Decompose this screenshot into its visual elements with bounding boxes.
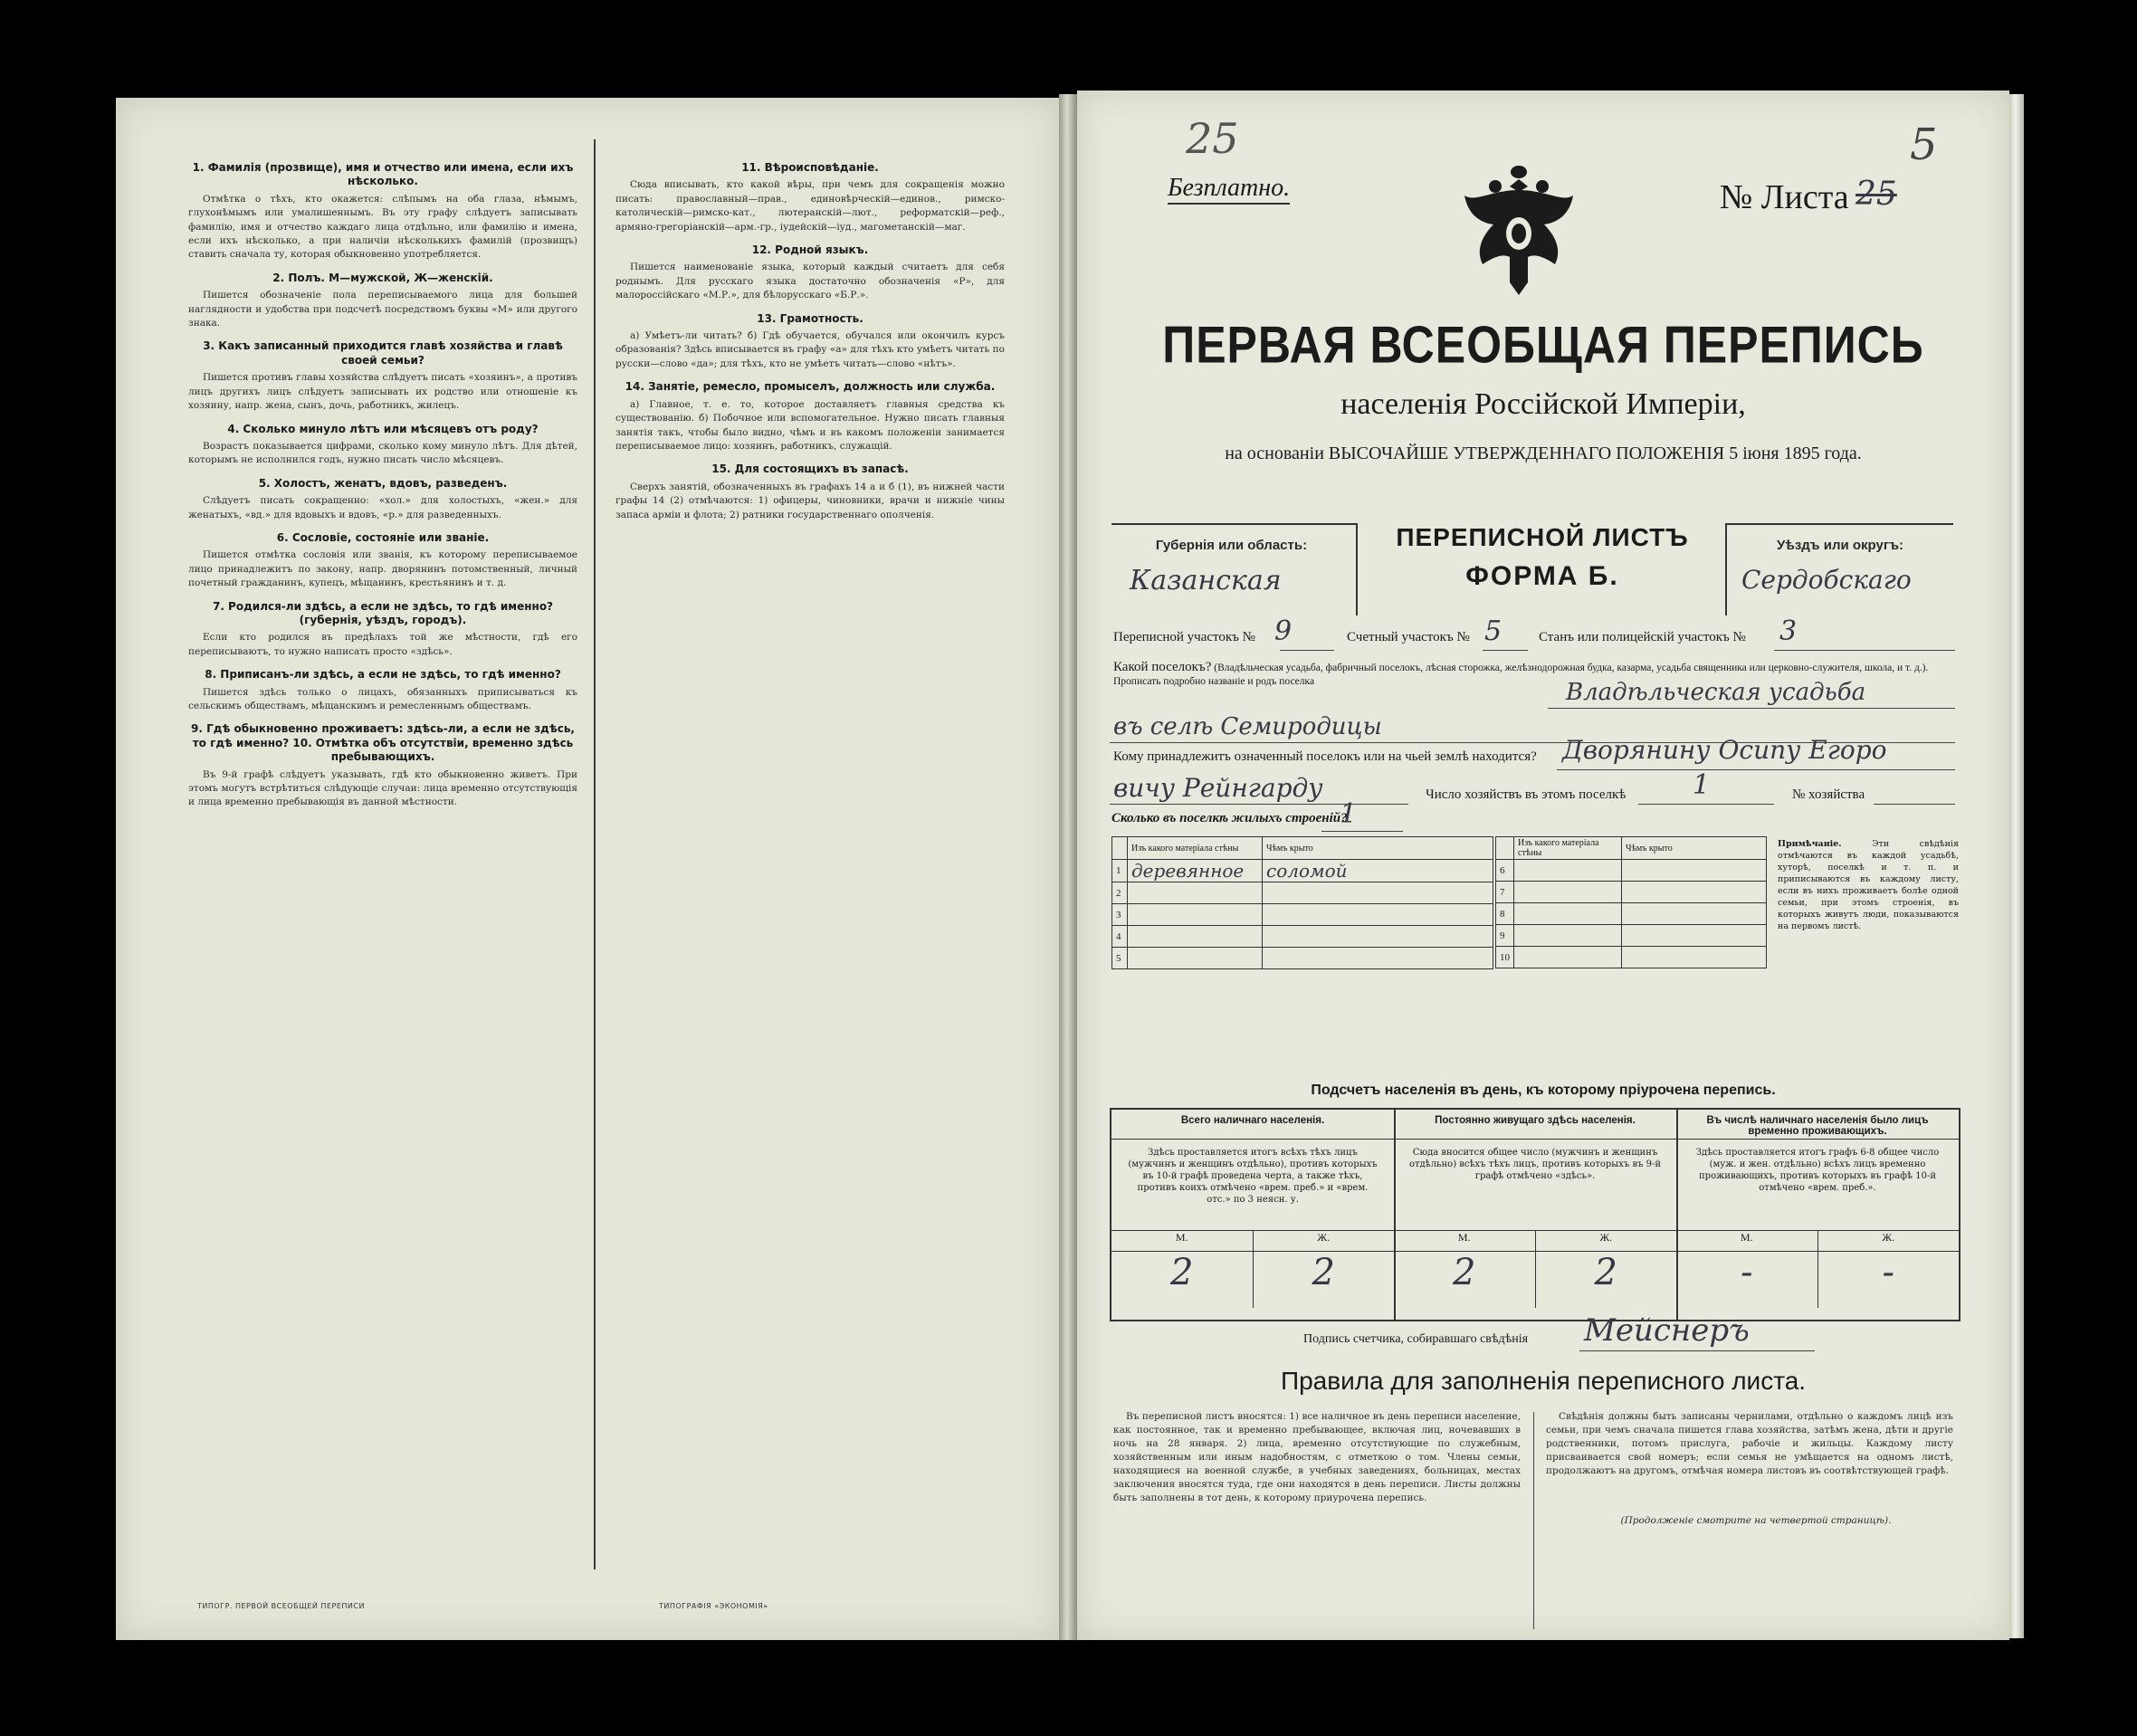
- building-row: [1112, 926, 1493, 948]
- building-cell-roof: [1263, 948, 1493, 969]
- instruction-text: Пишется здѣсь только о лицахъ, обязанныхъ приписываться къ сельскимъ обществамъ, мѣщанскимъ и ремесленнымъ обществамъ.: [188, 686, 577, 711]
- rules-title: Правила для заполненія переписного листа.: [1280, 1367, 1807, 1395]
- owner-value-line2: вичу Рейнгарду: [1113, 773, 1323, 803]
- instruction-text: а) Главное, т. е. то, которое доставляетъ главныя средства къ существованію. б) Побочное или вспомогательное. Нужно писать главныя занятія такъ, чтобы было видно, чѣмъ и въ какомъ положеніи занимается переписываемое лицо: хозяинъ, работникъ, служащій.: [615, 398, 1005, 452]
- building-row: [1496, 947, 1767, 968]
- building-cell-n: 8: [1496, 903, 1514, 925]
- building-cell-roof: соломой: [1263, 860, 1493, 882]
- male-header: М.: [1111, 1231, 1254, 1251]
- instruction-text: Пишется противъ главы хозяйства слѣдуетъ писать «хозяинъ», а противъ лицъ другихъ лицъ слѣдуетъ записывать их родство или отношеніе къ хозяину, напр. жена, сынъ, дочь, работникъ, жилецъ.: [188, 372, 577, 412]
- uezd-label: Уѣздъ или округъ:: [1776, 538, 1904, 553]
- gubernia-label: Губернія или область:: [1155, 538, 1308, 553]
- census-district-label: Переписной участокъ №: [1113, 630, 1255, 644]
- census-form-page: [1077, 91, 2009, 1640]
- census-district-value: 9: [1274, 615, 1293, 647]
- instruction-text: Если кто родился въ предѣлахъ той же мѣстности, гдѣ его переписываютъ, то нужно написать просто «здѣсь».: [188, 632, 577, 657]
- instruction-heading: 3. Какъ записанный приходится главѣ хозяйства и главѣ своей семьи?: [203, 339, 563, 367]
- owner-label: Кому принадлежитъ означенный поселокъ или на чьей землѣ находится?: [1113, 749, 1537, 764]
- buildings-table-right: Изъ какого матеріала стѣны Чѣмъ крыто 6 7 8 9 10: [1495, 836, 1767, 968]
- gubernia-value: Казанская: [1130, 565, 1282, 596]
- male-header: М.: [1676, 1231, 1818, 1251]
- instruction-heading: 1. Фамилія (прозвище), имя и отчество или имена, если ихъ нѣсколько.: [192, 161, 574, 188]
- male-count: 2: [1111, 1252, 1254, 1308]
- left-page: [116, 98, 1059, 1640]
- rules-column-right: Свѣдѣнія должны быть записаны чернилами, отдѣльно о каждомъ лицѣ изъ семьи, при чемъ сначала пишется глава хозяйства, затѣмъ жена, дѣти и другіе родственники, потомъ прислуга, рабочіе и жильцы. Каждому листу присваивается свой номеръ; если семья не умѣщается на одномъ листѣ, продолжаютъ на другомъ, отмѣчая номера листовъ въ соотвѣтствующей графѣ. (Продолженіе смотрите на четвертой страницѣ).: [1546, 1411, 1953, 1526]
- building-cell-n: 10: [1496, 947, 1514, 968]
- note-label: Примѣчаніе.: [1778, 839, 1842, 849]
- instruction-text: Сверхъ занятій, обозначенныхъ въ графахъ 14 а и б (1), въ нижней части графы 14 (2) отмѣчаются: 1) офицеры, чиновники, врачи и нижніе чины запаса арміи и флота; 2) ратники государственнаго ополченія.: [615, 481, 1005, 520]
- instruction-heading: 9. Гдѣ обыкновенно проживаетъ: здѣсь-ли, а если не здѣсь, то гдѣ именно? 10. Отмѣтка объ отсутствіи, временно здѣсь пребывающихъ.: [191, 722, 575, 764]
- instruction-heading: 15. Для состоящихъ въ запасѣ.: [711, 463, 909, 476]
- owner-value-line1: Дворянину Осипу Егоро: [1562, 735, 1887, 765]
- female-count: -: [1882, 1252, 1894, 1293]
- buildings-table-left: Изъ какого матеріала стѣны Чѣмъ крыто 1 деревянное соломой 2 3 4 5: [1111, 836, 1493, 969]
- count-column-text: Сюда вносится общее число (мужчинъ и женщинъ отдѣльно) всѣхъ тѣхъ лицъ, противъ которыхъ въ 9-й графѣ отмѣчено «здѣсь».: [1394, 1140, 1676, 1231]
- census-title: ПЕРВАЯ ВСЕОБЩАЯ ПЕРЕПИСЬ: [1162, 315, 1924, 375]
- counting-district-value: 5: [1484, 615, 1503, 647]
- instruction-heading: 7. Родился-ли здѣсь, а если не здѣсь, то гдѣ именно? (губернія, уѣздъ, городъ).: [212, 599, 554, 626]
- printer-imprint-right: ТИПОГРАФІЯ «ЭКОНОМІЯ»: [659, 1602, 768, 1610]
- stan-value: 3: [1779, 615, 1798, 647]
- note-text: Эти свѣдѣнія отмѣчаются въ каждой усадьбѣ, хуторѣ, поселкѣ и т. п. и приписываются въ каждому листу, если въ нихъ проживаетъ болѣе одной семьи, при этомъ строенія, въ которыхъ живутъ люди, показываются на первомъ листѣ.: [1778, 839, 1959, 931]
- female-count: 2: [1594, 1252, 1617, 1293]
- instruction-heading: 12. Родной языкъ.: [751, 243, 869, 257]
- population-count-table: [1110, 1108, 1961, 1321]
- building-cell-n: 6: [1496, 860, 1514, 882]
- instruction-text: Слѣдуетъ писать сокращенно: «хол.» для холостыхъ, «жен.» для женатыхъ, «вд.» для вдовыхъ и вдовъ, «р.» для разведенныхъ.: [188, 495, 577, 520]
- count-column-head: Постоянно живущаго здѣсь населенія.: [1394, 1110, 1676, 1140]
- building-cell-n: 7: [1496, 882, 1514, 903]
- households-label: Число хозяйствъ въ этомъ поселкѣ: [1426, 787, 1627, 802]
- building-cell-n: 3: [1112, 904, 1128, 926]
- building-cell-n: 2: [1112, 882, 1128, 904]
- households-value: 1: [1693, 769, 1711, 801]
- count-column: [1676, 1110, 1959, 1320]
- instruction-heading: 2. Полъ. М—мужской, Ж—женскій.: [272, 271, 493, 284]
- building-cell-n: 5: [1112, 948, 1128, 969]
- column-divider: [594, 139, 596, 1569]
- female-count: 2: [1312, 1252, 1335, 1293]
- enumerator-signature: Мейснеръ: [1584, 1312, 1750, 1349]
- count-column-head: Въ числѣ наличнаго населенія было лицъ временно проживающихъ.: [1676, 1110, 1959, 1140]
- building-cell-walls: [1128, 882, 1263, 904]
- settlement-value-line1: Владѣльческая усадьба: [1566, 679, 1866, 706]
- uezd-value: Сердобскаго: [1741, 565, 1912, 595]
- building-row: [1496, 882, 1767, 903]
- rules-continuation: (Продолженіе смотрите на четвертой страницѣ).: [1620, 1515, 1892, 1526]
- female-header: Ж.: [1882, 1231, 1895, 1244]
- census-subtitle: населенія Россійской Имперіи,: [1340, 387, 1746, 421]
- instruction-heading: 14. Занятіе, ремесло, промыселъ, должность или служба.: [625, 380, 996, 394]
- male-header: М.: [1394, 1231, 1536, 1251]
- female-header: Ж.: [1317, 1231, 1331, 1244]
- stan-label: Станъ или полицейскій участокъ №: [1539, 630, 1746, 644]
- building-row: [1496, 860, 1767, 882]
- building-cell-n: 9: [1496, 925, 1514, 947]
- form-title: ПЕРЕПИСНОЙ ЛИСТЪ: [1396, 523, 1689, 551]
- household-number-label: № хозяйства: [1792, 787, 1865, 802]
- male-count: -: [1676, 1252, 1818, 1308]
- settlement-value-line2: въ селѣ Семиродицы: [1113, 713, 1382, 740]
- buildings-note: [1778, 838, 1959, 932]
- instruction-text: Пишется обозначеніе пола переписываемого лица для большей наглядности и удобства при подсчетѣ посредствомъ буквы «М» или другого знака.: [188, 290, 577, 329]
- printer-imprint-left: ТИПОГР. ПЕРВОЙ ВСЕОБЩЕЙ ПЕРЕПИСИ: [197, 1602, 365, 1610]
- building-cell-walls: деревянное: [1128, 860, 1263, 882]
- building-cell-walls: [1128, 926, 1263, 948]
- handwritten-page-number: 25: [1186, 114, 1239, 163]
- population-count-title: Подсчетъ населенія въ день, къ которому пріурочена перепись.: [1311, 1083, 1776, 1098]
- building-row: [1496, 903, 1767, 925]
- building-cell-walls: [1128, 904, 1263, 926]
- instruction-text: а) Умѣетъ-ли читать? б) Гдѣ обучается, обучался или окончилъ курсъ образованія? Здѣсь вписывается въ графу «а» для тѣхъ кто умѣетъ читать по русски—слово «да»; для тѣхъ, кто не умѣетъ читать—слово «нѣтъ».: [615, 330, 1005, 369]
- building-cell-roof: [1263, 926, 1493, 948]
- instruction-text: Отмѣтка о тѣхъ, кто окажется: слѣпымъ на оба глаза, нѣмымъ, глухонѣмымъ или умалишеннымъ. Въ эту графу слѣдуетъ записывать фамилію, имя и отчество каждаго лица отдѣльно, или фамилію и имена, если ихъ нѣсколько, а при наличіи нѣсколькихъ фамилій (прозвищъ) ставить сначала ту, которая обыкновенно употребляется.: [188, 193, 577, 261]
- gubernia-box: [1111, 523, 1358, 615]
- imperial-eagle-icon: [1455, 163, 1582, 299]
- instruction-heading: 5. Холостъ, женатъ, вдовъ, разведенъ.: [258, 476, 508, 490]
- building-row: [1112, 904, 1493, 926]
- counting-district-label: Счетный участокъ №: [1347, 630, 1470, 644]
- building-cell-n: 1: [1112, 860, 1128, 882]
- instruction-heading: 11. Вѣроисповѣданіе.: [741, 161, 879, 174]
- building-cell-roof: [1263, 882, 1493, 904]
- sheet-number-value: 25: [1856, 176, 1897, 213]
- count-column-text: Здѣсь проставляется итогъ всѣхъ тѣхъ лицъ (мужчинъ и женщинъ отдѣльно), противъ которыхъ въ 10-й графѣ проведена черта, а также тѣхъ, противъ коихъ отмѣчено «врем. преб.» и «врем. отс.» по 3 неясн. у.: [1111, 1140, 1394, 1231]
- instruction-text: Пишется наименованіе языка, который каждый считаетъ для себя роднымъ. Для русскаго языка достаточно обозначенія «Р», для малороссійскаго «М.Р.», для бѣлорусскаго «Б.Р.».: [615, 262, 1005, 301]
- instruction-text: Возрастъ показывается цифрами, сколько кому минуло лѣтъ. Для дѣтей, которымъ не исполнился годъ, нужно писать число мѣсяцевъ.: [188, 440, 577, 466]
- uezd-box: [1725, 523, 1953, 615]
- male-count: 2: [1394, 1252, 1536, 1308]
- page-stack-edge: [2009, 94, 2024, 1638]
- instruction-text: Въ 9-й графѣ слѣдуетъ указывать, гдѣ кто обыкновенно живетъ. При этомъ могутъ встрѣтиться слѣдующіе случаи: лица временно отсутствующія и лица временно пребывающія въ данной мѣстности.: [188, 768, 577, 808]
- female-header: Ж.: [1599, 1231, 1613, 1244]
- instructions-column-left: [188, 152, 577, 813]
- sheet-number-label: № Листа: [1720, 178, 1849, 216]
- settlement-label: Какой поселокъ?: [1113, 660, 1212, 674]
- count-column: [1394, 1110, 1678, 1320]
- census-legal-basis: на основаніи ВЫСОЧАЙШЕ УТВЕРЖДЕННАГО ПОЛОЖЕНІЯ 5 іюня 1895 года.: [1225, 444, 1862, 463]
- count-column: [1111, 1110, 1396, 1320]
- instruction-heading: 13. Грамотность.: [757, 311, 863, 325]
- building-row: [1112, 860, 1493, 882]
- building-row: [1496, 925, 1767, 947]
- form-subtitle: ФОРМА Б.: [1465, 561, 1619, 591]
- instruction-text: Пишется отмѣтка сословія или званія, къ которому переписываемое лицо принадлежитъ по закону, напр. дворянинъ потомственный, личный почетный гражданинъ, купецъ, мѣщанинъ, крестьянинъ и т. д.: [188, 549, 577, 589]
- instruction-heading: 4. Сколько минуло лѣтъ или мѣсяцевъ отъ роду?: [227, 422, 539, 435]
- dwellings-label: Сколько въ поселкѣ жилыхъ строеній?: [1111, 811, 1348, 825]
- instruction-heading: 6. Сословіе, состояніе или званіе.: [276, 530, 490, 544]
- instruction-heading: 8. Приписанъ-ли здѣсь, а если не здѣсь, то гдѣ именно?: [205, 668, 561, 682]
- building-cell-roof: [1263, 904, 1493, 926]
- rules-column-left: Въ переписной листъ вносятся: 1) все наличное въ день переписи население, как постоянное, так и временно пребывающее, включая лиц, ночевавших в ночь на 28 января. 2) лица, временно отсутствующие по служебным, хозяйственным или иным надобностям, с отметкою о том. Члены семьи, находящиеся на военной службе, в учебных заведениях, больницах, местах заключения вносятся туда, где они находятся в день переписи. Листы должны быть заполнены в тот день, к которому приурочена перепись.: [1113, 1411, 1521, 1503]
- building-row: [1112, 948, 1493, 969]
- dwellings-value: 1: [1340, 798, 1358, 830]
- book-spine: [1059, 94, 1077, 1640]
- count-column-text: Здѣсь проставляется итогъ графъ 6-8 общее число (муж. и жен. отдѣльно) всѣхъ лицъ временно проживающихъ, противъ которыхъ въ графѣ 10-й отмѣчено «врем. преб.».: [1676, 1140, 1959, 1231]
- building-row: [1112, 882, 1493, 904]
- instructions-column-right: [615, 152, 1005, 525]
- signature-label: Подпись счетчика, собиравшаго свѣдѣнія: [1303, 1332, 1529, 1346]
- free-of-charge-label: Безплатно.: [1168, 174, 1290, 205]
- settlement-note: (Владѣльческая усадьба, фабричный поселокъ, лѣсная сторожка, желѣзнодорожная будка, казарма, усадьба священника или церковно-служителя, школа, и т. д.). Прописать подробно названіе и родъ поселка: [1113, 663, 1929, 687]
- handwritten-corner-number: 5: [1910, 119, 1938, 170]
- instruction-text: Сюда вписывать, кто какой вѣры, при чемъ для сокращенія можно писать: православный—прав., единовѣрческій—единов., римско-католическій—римско-кат., лютеранскій—лют., реформатскій—реф., армяно-грегоріанскій—арм.-гр., іудейскій—іуд., магометанскій—маг.: [615, 179, 1005, 233]
- count-column-head: Всего наличнаго населенія.: [1111, 1110, 1394, 1140]
- building-cell-n: 4: [1112, 926, 1128, 948]
- building-cell-walls: [1128, 948, 1263, 969]
